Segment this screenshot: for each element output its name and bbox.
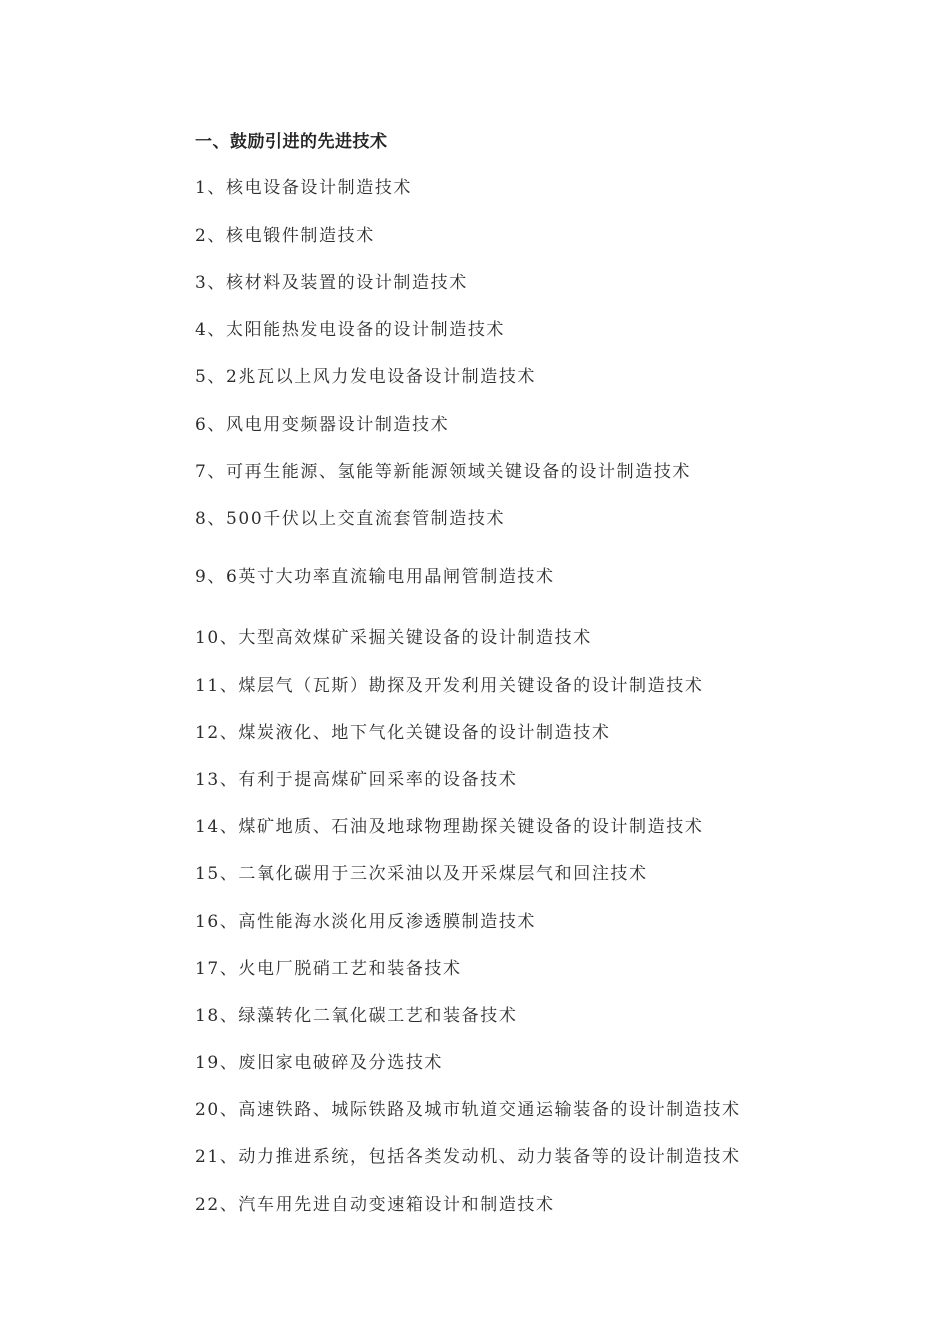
list-item: 18、绿藻转化二氧化碳工艺和装备技术 — [195, 1006, 518, 1026]
list-item: 8、500千伏以上交直流套管制造技术 — [195, 509, 506, 529]
list-item: 9、6英寸大功率直流输电用晶闸管制造技术 — [195, 567, 555, 587]
list-item: 6、风电用变频器设计制造技术 — [195, 415, 450, 435]
list-item: 17、火电厂脱硝工艺和装备技术 — [195, 959, 462, 979]
section-heading: 一、鼓励引进的先进技术 — [195, 132, 388, 152]
list-item: 5、2兆瓦以上风力发电设备设计制造技术 — [195, 367, 537, 387]
list-item: 19、废旧家电破碎及分选技术 — [195, 1053, 444, 1073]
list-item: 3、核材料及装置的设计制造技术 — [195, 273, 468, 293]
list-item: 11、煤层气（瓦斯）勘探及开发利用关键设备的设计制造技术 — [195, 676, 704, 696]
list-item: 21、动力推进系统，包括各类发动机、动力装备等的设计制造技术 — [195, 1147, 741, 1167]
list-item: 14、煤矿地质、石油及地球物理勘探关键设备的设计制造技术 — [195, 817, 704, 837]
list-item: 22、汽车用先进自动变速箱设计和制造技术 — [195, 1195, 555, 1215]
list-item: 1、核电设备设计制造技术 — [195, 178, 413, 198]
list-item: 4、太阳能热发电设备的设计制造技术 — [195, 320, 506, 340]
list-item: 20、高速铁路、城际铁路及城市轨道交通运输装备的设计制造技术 — [195, 1100, 741, 1120]
list-item: 10、大型高效煤矿采掘关键设备的设计制造技术 — [195, 628, 592, 648]
list-item: 15、二氧化碳用于三次采油以及开采煤层气和回注技术 — [195, 864, 648, 884]
list-item: 12、煤炭液化、地下气化关键设备的设计制造技术 — [195, 723, 611, 743]
list-item: 16、高性能海水淡化用反渗透膜制造技术 — [195, 912, 537, 932]
list-item: 2、核电锻件制造技术 — [195, 226, 375, 246]
list-item: 13、有利于提高煤矿回采率的设备技术 — [195, 770, 518, 790]
list-item: 7、可再生能源、氢能等新能源领域关键设备的设计制造技术 — [195, 462, 692, 482]
